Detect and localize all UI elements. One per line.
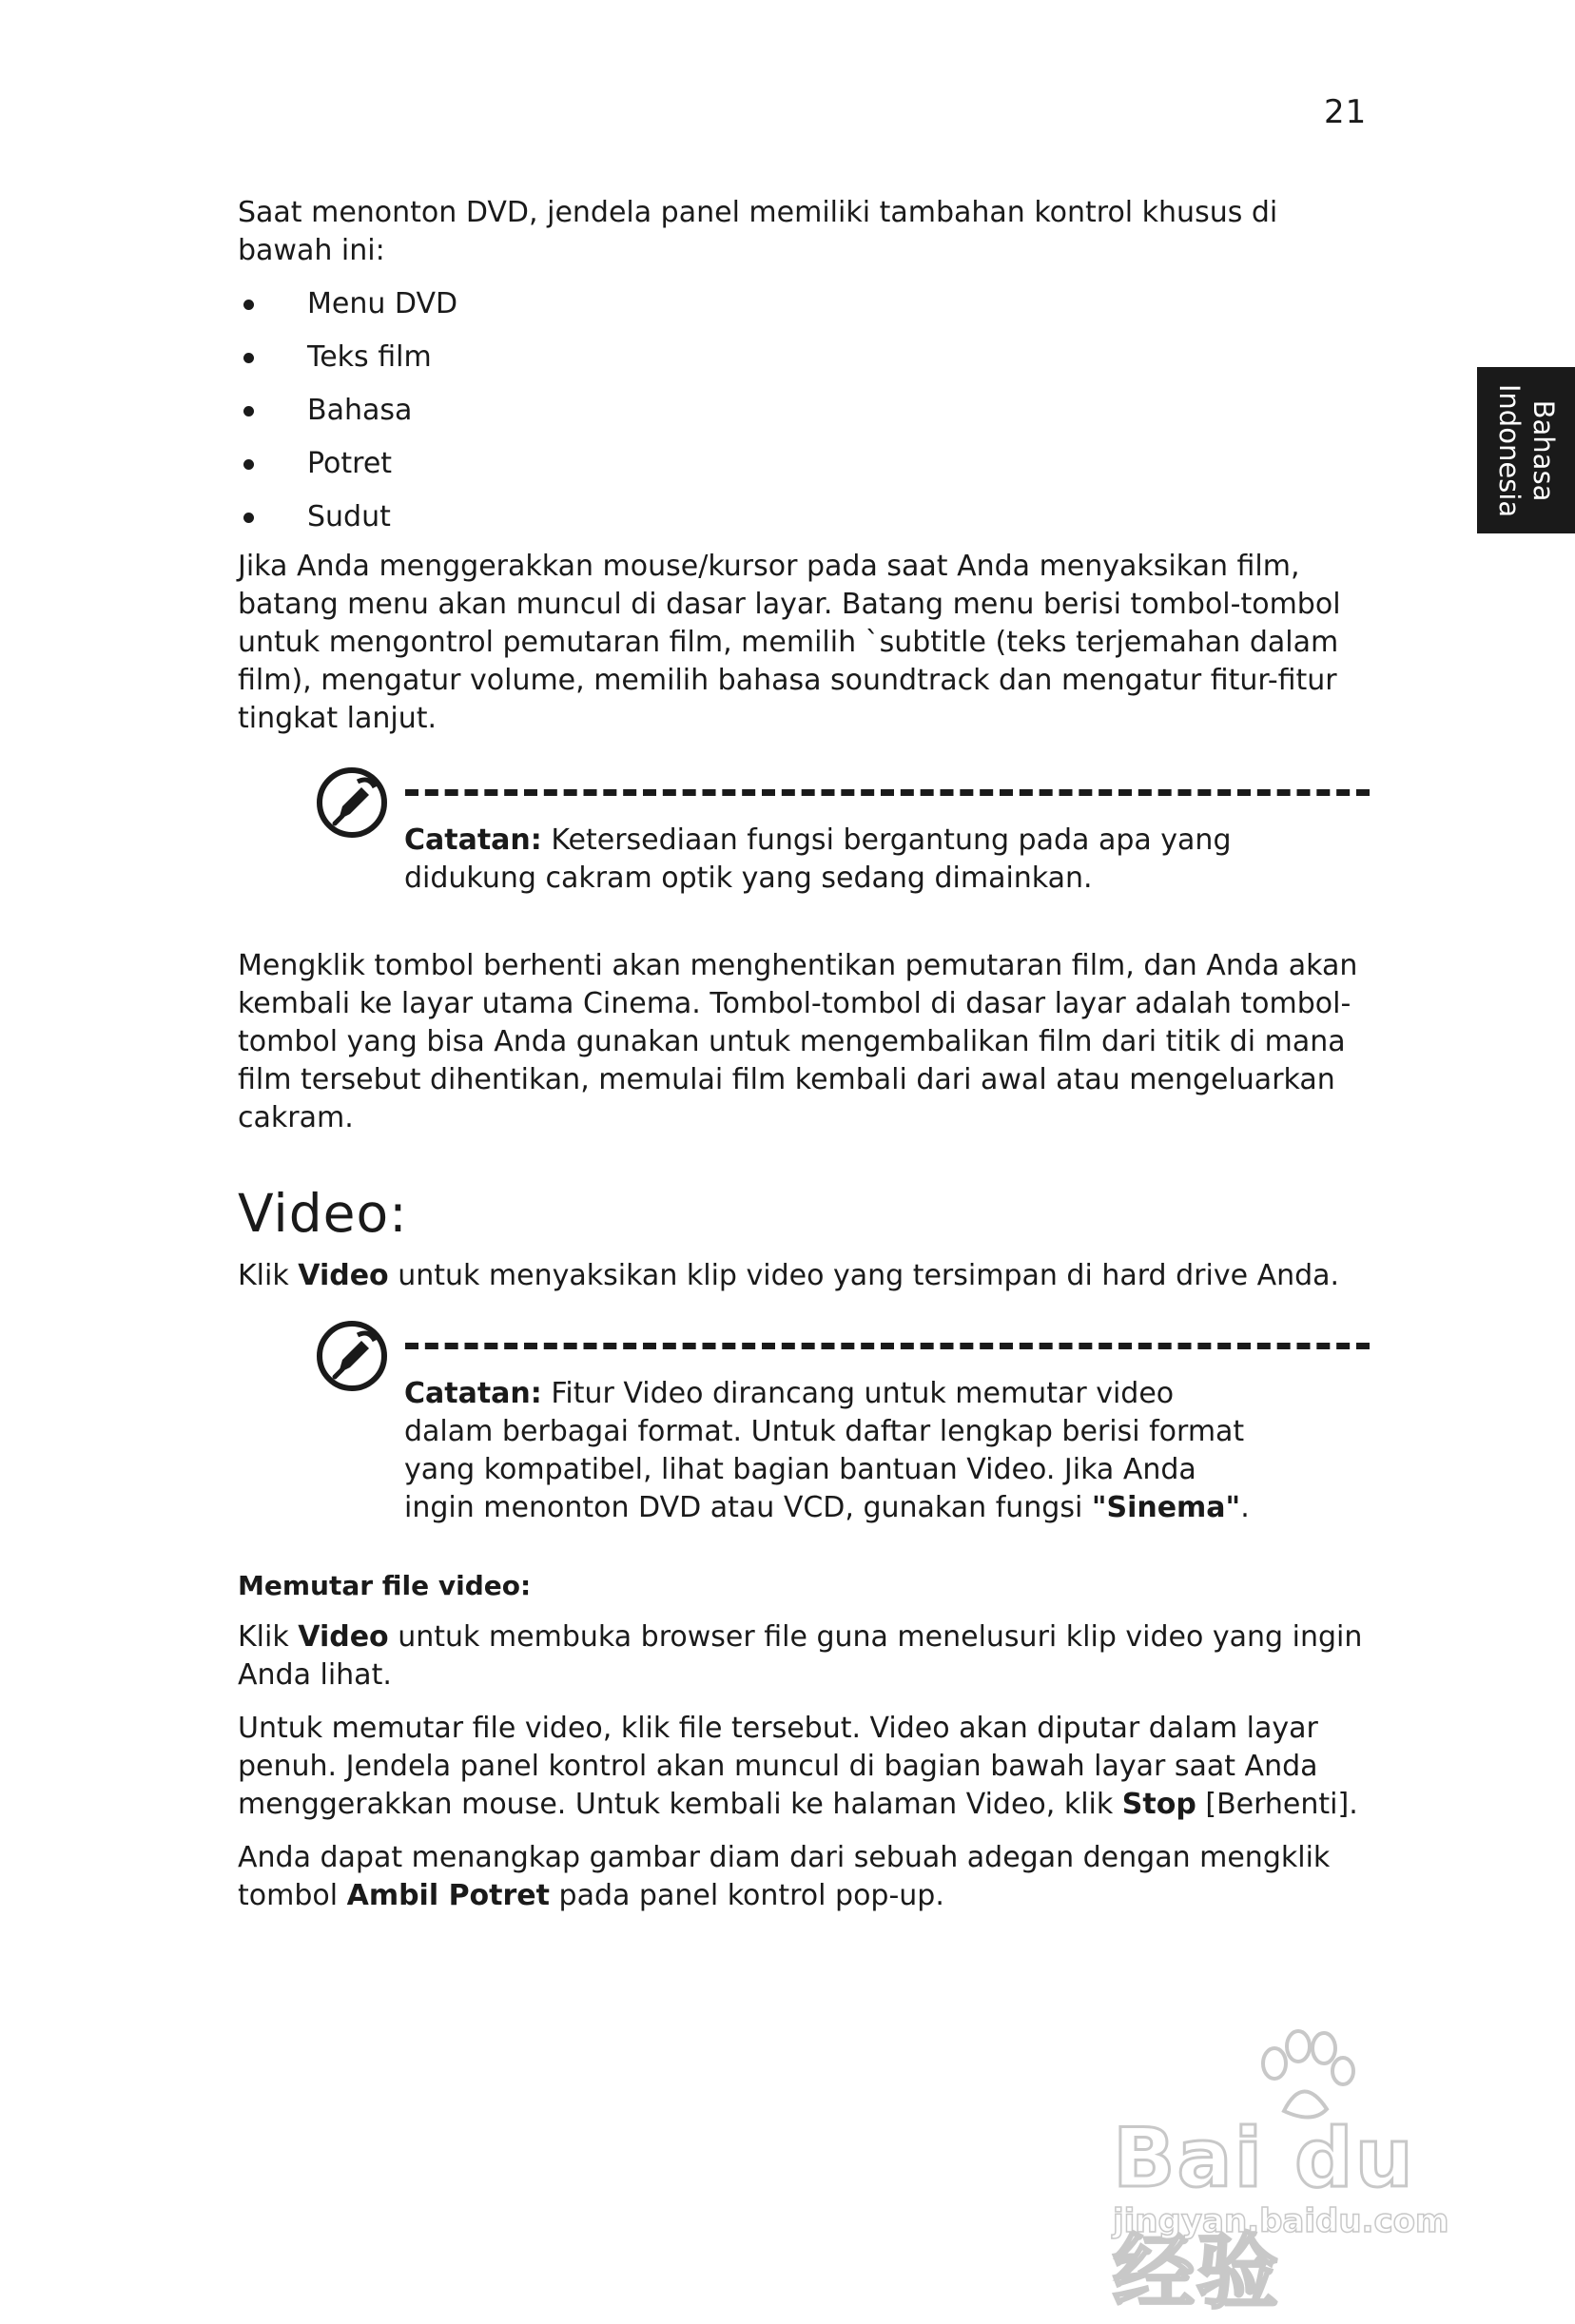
play-paragraph-3	[238, 1839, 1370, 1915]
note-2-end: .	[1240, 1491, 1250, 1524]
note-1	[238, 765, 1370, 955]
note-2-body: Fitur Video dirancang untuk memutar video dalam berbagai format. Untuk daftar lengkap berisi format yang kompatibel, lihat bagian bantuan Video. Jika Anda ingin menonton DVD atau VCD, gunakan fungsi	[404, 1377, 1245, 1524]
video-intro-suffix: untuk menyaksikan klip video yang tersimpan di hard drive Anda.	[388, 1259, 1340, 1292]
note-1-text	[404, 822, 1260, 898]
list-item	[238, 498, 1370, 548]
list-item-label: Teks film	[307, 340, 432, 374]
menu-bar-paragraph: Jika Anda menggerakkan mouse/kursor pada saat Anda menyaksikan film, batang menu akan muncul di dasar layar. Batang menu berisi tombol-tombol untuk mengontrol pemutaran film, memilih `subtitle (teks terjemahan dalam film), mengatur volume, memilih bahasa soundtrack dan mengatur fitur-fitur tingkat lanjut.	[238, 550, 1341, 735]
play-p3-prefix: Anda dapat menangkap gambar diam dari sebuah adegan dengan mengklik tombol	[238, 1841, 1331, 1912]
intro-paragraph: Saat menonton DVD, jendela panel memiliki tambahan kontrol khusus di bawah ini:	[238, 196, 1278, 267]
bullet-icon	[243, 513, 254, 523]
list-item	[238, 339, 1370, 392]
list-item	[238, 445, 1370, 498]
play-p2-prefix: Untuk memutar file video, klik file tersebut. Video akan diputar dalam layar penuh. Jendela panel kontrol akan muncul di bagian bawah layar saat Anda menggerakkan mouse. Untuk kembali ke halaman Video, klik	[238, 1712, 1318, 1821]
main-content	[238, 194, 1370, 1915]
watermark-brand: Bai du 经验	[1113, 2111, 1415, 2320]
list-item-label: Potret	[307, 447, 393, 480]
bullet-icon	[243, 353, 254, 363]
note-2-divider	[405, 1343, 1370, 1349]
list-item	[238, 392, 1370, 445]
watermark-url: jingyan.baidu.com	[1113, 2202, 1449, 2240]
bullet-icon	[243, 459, 254, 470]
note-2-bold: "Sinema"	[1091, 1491, 1241, 1524]
baidu-watermark	[1103, 2025, 1484, 2320]
dvd-controls-list	[238, 285, 1370, 548]
page-number: 21	[1324, 93, 1368, 131]
video-intro-bold: Video	[298, 1259, 389, 1292]
language-side-tab	[1477, 367, 1575, 533]
note-1-body: Ketersediaan fungsi bergantung pada apa yang didukung cakram optik yang sedang dimainkan.	[404, 823, 1232, 895]
video-heading: Video:	[238, 1183, 408, 1244]
play-paragraph-1	[238, 1618, 1370, 1695]
list-item-label: Menu DVD	[307, 287, 458, 320]
note-2	[238, 1318, 1370, 1567]
note-1-divider	[405, 789, 1370, 796]
note-pen-icon	[314, 1318, 390, 1394]
note-2-label: Catatan:	[404, 1377, 542, 1410]
note-1-label: Catatan:	[404, 823, 542, 857]
side-tab-line-1: Bahasa	[1526, 399, 1560, 501]
play-p1-suffix: untuk membuka browser file guna menelusuri klip video yang ingin Anda lihat.	[238, 1620, 1363, 1692]
video-intro	[238, 1257, 1370, 1295]
play-p1-bold: Video	[298, 1620, 389, 1654]
list-item-label: Bahasa	[307, 394, 413, 427]
bullet-icon	[243, 406, 254, 416]
play-video-heading: Memutar file video:	[238, 1570, 532, 1601]
video-intro-prefix: Klik	[238, 1259, 299, 1292]
note-2-text	[404, 1375, 1260, 1527]
stop-button-paragraph: Mengklik tombol berhenti akan menghentikan pemutaran film, dan Anda akan kembali ke layar utama Cinema. Tombol-tombol di dasar layar adalah tombol-tombol yang bisa Anda gunakan untuk mengembalikan film dari titik di mana film tersebut dihentikan, memulai film kembali dari awal atau mengeluarkan cakram.	[238, 949, 1358, 1134]
list-item-label: Sudut	[307, 500, 391, 533]
play-p1-prefix: Klik	[238, 1620, 299, 1654]
play-p3-suffix: pada panel kontrol pop-up.	[550, 1879, 944, 1912]
bullet-icon	[243, 300, 254, 310]
side-tab-line-2: Indonesia	[1492, 383, 1526, 517]
play-paragraph-2	[238, 1710, 1370, 1824]
play-p2-bold: Stop	[1121, 1788, 1196, 1821]
list-item	[238, 285, 1370, 339]
note-pen-icon	[314, 765, 390, 841]
play-p3-bold: Ambil Potret	[346, 1879, 550, 1912]
play-p2-suffix: [Berhenti].	[1196, 1788, 1358, 1821]
